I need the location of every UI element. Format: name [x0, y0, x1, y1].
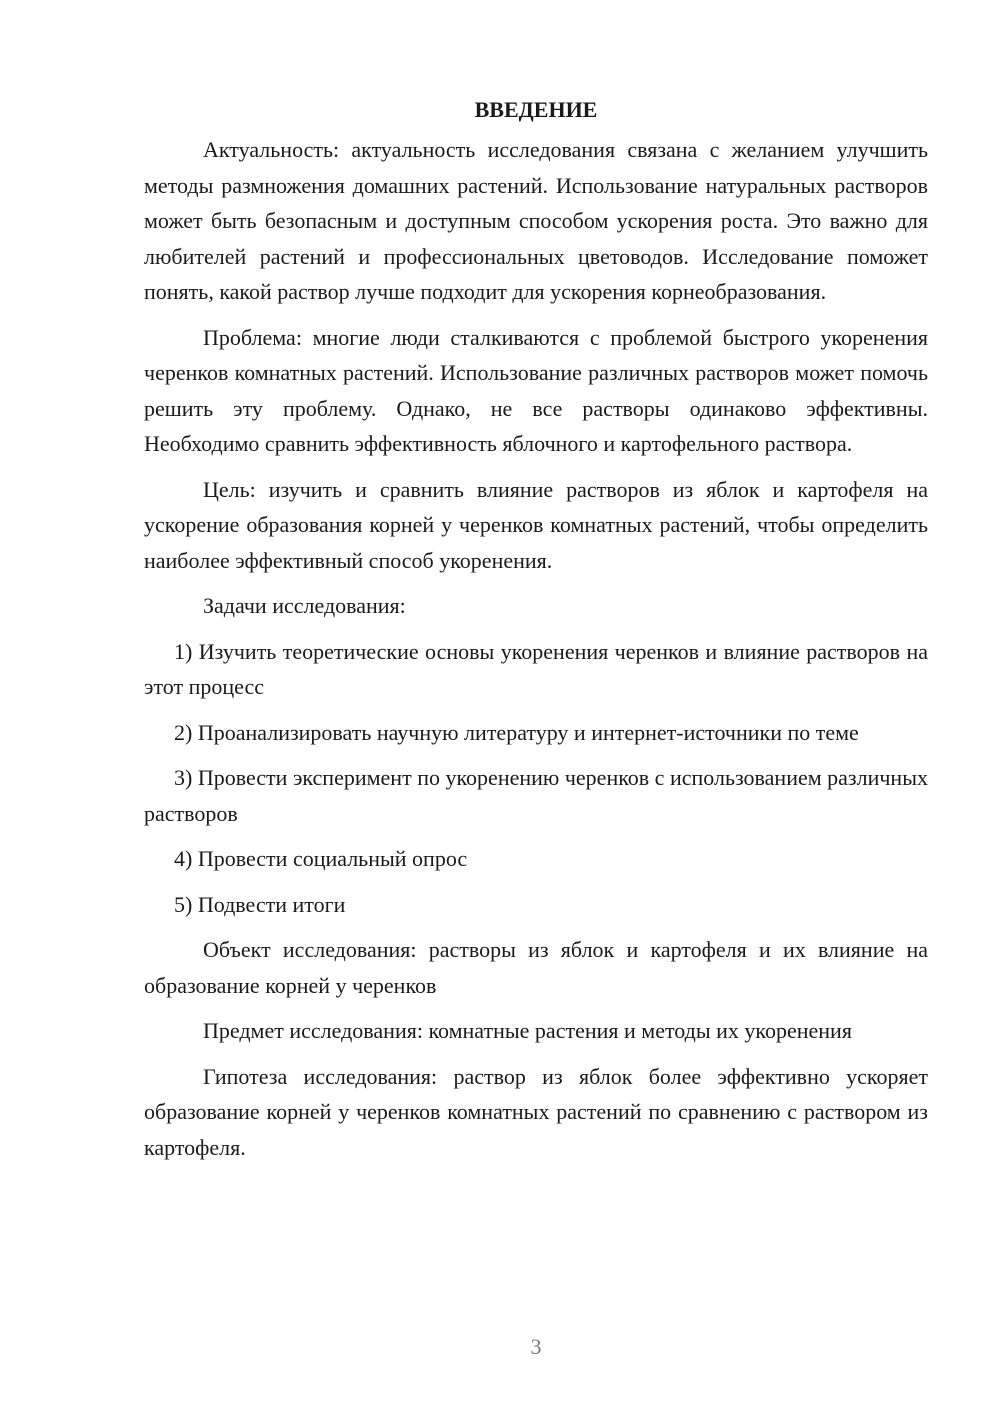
- goal-paragraph: Цель: изучить и сравнить влияние растворов из яблок и картофеля на ускорение образования корней у черенков комнатных растений, чтобы определить наиболее эффективный способ укоренения.: [144, 476, 928, 573]
- page-body: [144, 92, 928, 1165]
- problem-paragraph: Проблема: многие люди сталкиваются с проблемой быстрого укоренения черенков комнатных растений. Использование различных растворов может помочь решить эту проблему. Однако, не все растворы одинаково эффективны. Необходимо сравнить эффективность яблочного и картофельного раствора.: [144, 324, 928, 456]
- object-paragraph: Объект исследования: растворы из яблок и картофеля и их влияние на образование корней у черенков: [144, 937, 928, 998]
- hypothesis-paragraph: Гипотеза исследования: раствор из яблок более эффективно ускоряет образование корней у черенков комнатных растений по сравнению с раствором из картофеля.: [144, 1063, 928, 1160]
- task-item: 5) Подвести итоги: [174, 891, 346, 917]
- tasks-list: [144, 634, 928, 923]
- task-item: 4) Провести социальный опрос: [174, 846, 468, 871]
- task-item: 3) Провести эксперимент по укоренению черенков с использованием различных растворов: [144, 765, 928, 826]
- subject-paragraph: Предмет исследования: комнатные растения и методы их укоренения: [203, 1018, 852, 1043]
- section-title: ВВЕДЕНИЕ: [474, 97, 598, 122]
- page-number: 3: [530, 1334, 542, 1359]
- task-item: 2) Проанализировать научную литературу и интернет-источники по теме: [174, 719, 859, 745]
- task-item: 1) Изучить теоретические основы укоренения черенков и влияние растворов на этот процесс: [144, 638, 928, 699]
- relevance-paragraph: Актуальность: актуальность исследования связана с желанием улучшить методы размножения домашних растений. Использование натуральных растворов может быть безопасным и доступным способом ускорения роста. Это важно для любителей растений и профессиональных цветоводов. Исследование поможет понять, какой раствор лучше подходит для ускорения корнеобразования.: [144, 137, 928, 304]
- tasks-heading: Задачи исследования:: [203, 593, 406, 618]
